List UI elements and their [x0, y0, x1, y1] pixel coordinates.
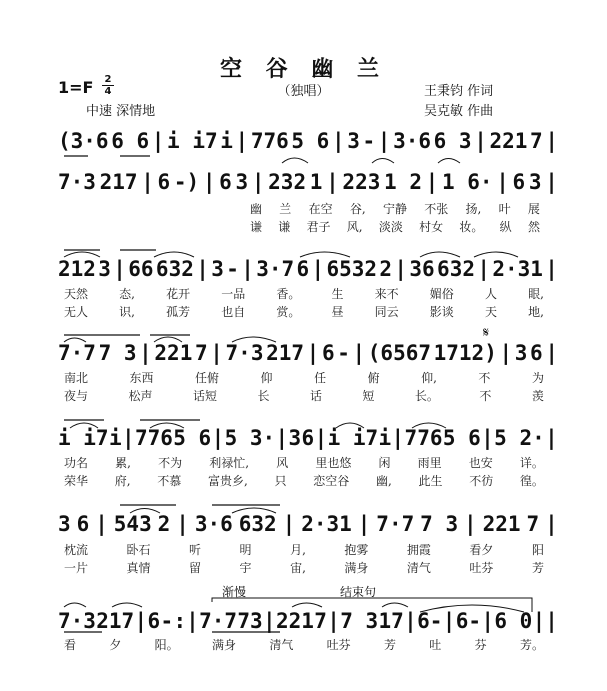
barline: | [241, 257, 254, 281]
tempo-marking: 中速 深情地 [86, 104, 156, 119]
lyric-word: 芳。 [519, 638, 544, 652]
music-line-3 [58, 256, 558, 282]
note-group: 3·6 [393, 129, 431, 153]
barline: | [202, 170, 216, 194]
slur [382, 603, 408, 607]
lyric-word: 不 [479, 389, 492, 403]
composer-credit: 吴克敏 作曲 [424, 104, 494, 119]
barline: | [251, 170, 265, 194]
lyric-word: 利禄忙, [209, 456, 250, 470]
lyric-line-2-verse-2 [250, 218, 540, 235]
lyric-word: 枕流 [64, 543, 89, 557]
barline: | [314, 426, 328, 450]
barline: | [545, 170, 558, 194]
note-group: 221 [154, 341, 193, 365]
lyric-word: 芳 [531, 561, 544, 575]
note-group: - [337, 341, 350, 365]
note-group: 232 [268, 170, 307, 194]
note-group: 3 [235, 170, 249, 194]
lyric-word: 幽 [250, 202, 263, 216]
note-group: 543 [113, 512, 152, 536]
music-line-1 [58, 128, 558, 154]
note-group: 6 [157, 170, 171, 194]
lyric-word: 宇 [239, 561, 252, 575]
lyric-word: 孤芳 [166, 305, 191, 319]
song-title: 空 谷 幽 兰 [220, 57, 387, 82]
note-group: 3 [98, 257, 111, 281]
lyric-word: 仰, [421, 371, 437, 385]
note-group: 6 [321, 341, 335, 365]
lyric-word: 宙, [290, 561, 306, 575]
lyric-word: 天然 [64, 287, 89, 301]
note-group: (6567 [367, 341, 431, 365]
lyric-word: 闲 [378, 456, 391, 470]
barline: | [377, 129, 391, 153]
note-group: - [362, 129, 376, 153]
lyric-word: 香。 [276, 287, 301, 301]
lyric-line-5-verse-2 [64, 472, 544, 489]
note-group: -) [173, 170, 200, 194]
slur [64, 603, 86, 607]
lyric-line-5-verse-1 [64, 454, 544, 471]
ritardando-marking: 渐慢 [222, 585, 247, 599]
lyric-word: 累, [115, 456, 131, 470]
note-group: 217 [266, 341, 305, 365]
note-group: 632 [437, 257, 475, 281]
lyric-word: 一片 [64, 561, 89, 575]
note-group: 7·7 [199, 609, 238, 633]
lyric-word: 芬 [474, 638, 487, 652]
note-group: 7·3 [225, 341, 264, 365]
barline: | [210, 341, 223, 365]
note-group: 3 [528, 170, 542, 194]
note-group: 7 [314, 609, 327, 633]
slur [282, 158, 308, 163]
lyric-word: 卧石 [126, 543, 151, 557]
lyric-word: 兰 [279, 202, 292, 216]
lyric-word: 无人 [64, 305, 89, 319]
music-line-5 [58, 425, 558, 451]
barline: | [499, 341, 513, 365]
lyric-word: 不慕 [157, 474, 182, 488]
lyric-word: 同云 [374, 305, 399, 319]
lyric-word: 阳。 [154, 638, 179, 652]
note-group: 776 [134, 426, 173, 450]
barline: | [121, 426, 135, 450]
lyric-word: 一品 [221, 287, 246, 301]
note-group: (3·6 [58, 129, 109, 153]
lyric-word: 南北 [64, 371, 89, 385]
lyric-line-6-verse-2 [64, 559, 544, 576]
lyric-word: 谦 [278, 220, 291, 234]
lyric-word: 听 [189, 543, 202, 557]
note-group: 223 [342, 170, 381, 194]
lyric-word: 雨里 [417, 456, 442, 470]
barline: | [477, 257, 490, 281]
note-group: - [226, 257, 239, 281]
lyric-line-7-verse-1 [64, 636, 544, 653]
note-group: i [108, 426, 122, 450]
note-group: 2 [157, 512, 171, 536]
barline: | [545, 341, 558, 365]
segno-sign: 𝄋 [483, 325, 490, 341]
note-group: 5 2· [494, 426, 545, 450]
lyric-word: 不张 [424, 202, 449, 216]
lyric-word: 吐 [429, 638, 442, 652]
lyric-line-3-verse-1 [64, 285, 544, 302]
lyric-word: 看 [64, 638, 77, 652]
lyric-word: 也安 [468, 456, 493, 470]
barline: | [496, 170, 509, 194]
lyric-word: 富贵乡, [207, 474, 248, 488]
lyric-word: 任俯 [195, 371, 220, 385]
lyric-word: 话 [309, 389, 322, 403]
lyric-word: 抱雾 [344, 543, 369, 557]
lyric-word: 叶 [498, 202, 511, 216]
music-line-2 [58, 169, 558, 195]
note-group: 6 [147, 609, 161, 633]
barline: | [331, 129, 345, 153]
barline: | [352, 341, 366, 365]
barline: | [404, 609, 417, 633]
barline: | [141, 170, 154, 194]
note-group: 1 6· [441, 170, 493, 194]
barline: | [545, 257, 558, 281]
lyric-word: 徨。 [519, 474, 544, 488]
lyric-line-3-verse-2 [64, 303, 544, 320]
note-group: 6 [530, 341, 543, 365]
note-group: 6- [417, 609, 443, 633]
lyric-word: 真情 [126, 561, 151, 575]
note-group: 6532 [326, 257, 378, 281]
lyric-line-2-verse-1 [250, 200, 540, 217]
lyric-word: 来不 [374, 287, 399, 301]
lyric-word: 话短 [192, 389, 217, 403]
lyric-word: 花开 [166, 287, 191, 301]
lyric-word: 宁静 [382, 202, 407, 216]
note-group: 217 [99, 170, 138, 194]
lyric-word: 阳 [531, 543, 544, 557]
lyric-word: 清气 [269, 638, 294, 652]
lyric-word: 扬, [465, 202, 482, 216]
lyric-word: 人 [484, 287, 497, 301]
lyric-word: 只 [274, 474, 287, 488]
lyric-word: 任 [314, 371, 327, 385]
lyric-word: 短 [362, 389, 375, 403]
barline: | [425, 170, 439, 194]
barline: | [311, 257, 325, 281]
note-group: 632 [238, 512, 277, 536]
barline: | [442, 609, 456, 633]
barline: | [176, 512, 189, 536]
lyric-word: 眼, [528, 287, 544, 301]
barline: :| [173, 609, 199, 633]
note-group: 5 6 [442, 426, 481, 450]
note-group: 217 [96, 609, 135, 633]
song-subtitle: （独唱） [277, 84, 330, 99]
note-group: 7 3 [340, 609, 379, 633]
note-group: 221 [489, 129, 528, 153]
note-group: 3 [58, 512, 71, 536]
slur [292, 603, 322, 607]
note-group: i [220, 129, 233, 153]
music-line-7 [58, 608, 558, 634]
note-group: 1 [309, 170, 323, 194]
note-group: 1712) [433, 341, 497, 365]
lyric-word: 恋空谷 [313, 474, 350, 488]
note-group: 3·6 [194, 512, 233, 536]
lyric-word: 昼 [331, 305, 344, 319]
note-group: 3 [288, 426, 302, 450]
barline: | [326, 170, 339, 194]
note-group: 6 [76, 512, 90, 536]
barline: || [532, 609, 558, 633]
lyric-word: 芳 [383, 638, 396, 652]
barline: | [263, 609, 276, 633]
note-group: i i7 [327, 426, 379, 450]
lyric-line-4-verse-1 [64, 369, 544, 386]
note-group: 6 0 [494, 609, 533, 633]
lyric-word: 媚俗 [429, 287, 454, 301]
lyric-word: 吐芬 [326, 638, 351, 652]
note-group: 7·3 [58, 609, 96, 633]
lyric-word: 清气 [406, 561, 431, 575]
slur [112, 603, 142, 607]
note-group: 6 3 [433, 129, 472, 153]
note-group: i i7 [58, 426, 109, 450]
note-group: 5 6 [291, 129, 330, 153]
barline: | [481, 426, 494, 450]
lyricist-credit: 王秉钧 作词 [424, 84, 494, 99]
lyric-word: 识, [119, 305, 135, 319]
time-signature-top: 2 [104, 74, 112, 85]
barline: | [357, 512, 371, 536]
lyric-word: 风, [346, 220, 363, 234]
lyric-word: 东西 [129, 371, 154, 385]
note-group: 7 3 [98, 341, 137, 365]
note-group: 3·7 [256, 257, 295, 281]
barline: | [545, 426, 558, 450]
barline: | [134, 609, 148, 633]
note-group: 2·31 [301, 512, 352, 536]
note-group: 36 [409, 257, 435, 281]
note-group: 3 [211, 257, 224, 281]
lyric-word: 然 [527, 220, 540, 234]
lyric-word: 纵 [499, 220, 512, 234]
note-group: 221 [482, 512, 521, 536]
lyric-word: 月, [290, 543, 306, 557]
note-group: 7·7 [58, 341, 96, 365]
note-group: 5 6 [173, 426, 212, 450]
lyric-word: 吐芬 [469, 561, 494, 575]
lyric-word: 展 [527, 202, 540, 216]
lyric-word: 留 [189, 561, 202, 575]
note-group: 2 [379, 257, 393, 281]
lyric-word: 地, [528, 305, 544, 319]
lyric-word: 府, [114, 474, 131, 488]
barline: | [481, 609, 494, 633]
lyric-word: 谷, [349, 202, 366, 216]
note-group: 6 6 [111, 129, 150, 153]
note-group: 7·7 [376, 512, 415, 536]
lyric-line-6-verse-1 [64, 541, 544, 558]
lyric-word: 俯 [367, 371, 380, 385]
lyric-word: 淡淡 [378, 220, 403, 234]
barline: | [545, 129, 558, 153]
lyric-word: 里也悠 [315, 456, 352, 470]
note-group: 1 2 [384, 170, 422, 194]
lyric-word: 风 [276, 456, 289, 470]
time-signature [102, 75, 114, 96]
note-group: 7 3 [420, 512, 459, 536]
note-group: 73 [237, 609, 263, 633]
barline: | [474, 129, 487, 153]
lyric-word: 此生 [418, 474, 443, 488]
lyric-word: 村女 [419, 220, 444, 234]
note-group: i i7 [167, 129, 218, 153]
lyric-word: 满身 [211, 638, 236, 652]
slur [438, 159, 460, 164]
note-group: 776 [250, 129, 289, 153]
note-group: 3 [347, 129, 360, 153]
lyric-word: 明 [239, 543, 252, 557]
barline: | [151, 129, 165, 153]
music-line-6 [58, 511, 558, 537]
note-group: 7·3 [58, 170, 96, 194]
barline: | [95, 512, 108, 536]
barline: | [113, 257, 126, 281]
lyric-word: 影谈 [429, 305, 454, 319]
barline: | [327, 609, 340, 633]
time-signature-bottom: 4 [104, 86, 112, 97]
lyric-word: 在空 [308, 202, 333, 216]
note-group: 3 [514, 341, 528, 365]
note-group: 6- [455, 609, 481, 633]
lyric-word: 松声 [128, 389, 153, 403]
lyric-word: 长 [257, 389, 270, 403]
note-group: 776 [404, 426, 443, 450]
ending-phrase-marking: 结束句 [340, 585, 377, 599]
lyric-word: 不 [478, 371, 491, 385]
note-group: 632 [155, 257, 194, 281]
note-group: - [160, 609, 174, 633]
barline: | [464, 512, 477, 536]
lyric-line-4-verse-2 [64, 387, 544, 404]
lyric-word: 谦 [250, 220, 263, 234]
lyric-word: 看夕 [469, 543, 494, 557]
note-group: 6 [219, 170, 232, 194]
lyric-word: 生 [331, 287, 344, 301]
lyric-word: 也自 [221, 305, 246, 319]
lyric-word: 羡 [531, 389, 544, 403]
note-group: 7 [194, 341, 208, 365]
lyric-word: 仰 [260, 371, 273, 385]
note-group: 6 [296, 257, 310, 281]
lyric-word: 长。 [414, 389, 439, 403]
lyric-word: 妆。 [459, 220, 484, 234]
lyric-word: 幽, [375, 474, 392, 488]
lyric-word: 君子 [306, 220, 331, 234]
barline: | [211, 426, 225, 450]
barline: | [282, 512, 296, 536]
lyric-word: 详。 [519, 456, 544, 470]
note-group: 2·31 [492, 257, 543, 281]
music-line-4 [58, 340, 558, 366]
lyric-word: 赏。 [276, 305, 301, 319]
lyric-word: 不为 [158, 456, 183, 470]
barline: | [394, 257, 408, 281]
barline: | [139, 341, 152, 365]
slur [372, 159, 394, 164]
barline: | [391, 426, 405, 450]
lyric-word: 夜与 [64, 389, 89, 403]
note-group: 212 [58, 257, 96, 281]
lyric-word: 拥霞 [406, 543, 431, 557]
barline: | [306, 341, 320, 365]
lyric-word: 满身 [344, 561, 369, 575]
note-group: 5 3· [224, 426, 276, 450]
lyric-word: 态, [119, 287, 135, 301]
note-group: i [378, 426, 392, 450]
note-group: 7 [526, 512, 540, 536]
barline: | [275, 426, 289, 450]
barline: | [196, 257, 209, 281]
barline: | [545, 512, 558, 536]
key-signature: 1=F [58, 78, 94, 97]
lyric-word: 功名 [64, 456, 89, 470]
lyric-word: 夕 [109, 638, 122, 652]
note-group: 221 [275, 609, 314, 633]
lyric-word: 为 [531, 371, 544, 385]
note-group: 6 [301, 426, 315, 450]
note-group: 66 [128, 257, 154, 281]
lyric-word: 荣华 [64, 474, 89, 488]
note-group: 7 [530, 129, 543, 153]
barline: | [235, 129, 249, 153]
lyric-word: 不彷 [469, 474, 494, 488]
lyric-word: 天 [484, 305, 497, 319]
note-group: 17 [378, 609, 404, 633]
note-group: 6 [512, 170, 526, 194]
